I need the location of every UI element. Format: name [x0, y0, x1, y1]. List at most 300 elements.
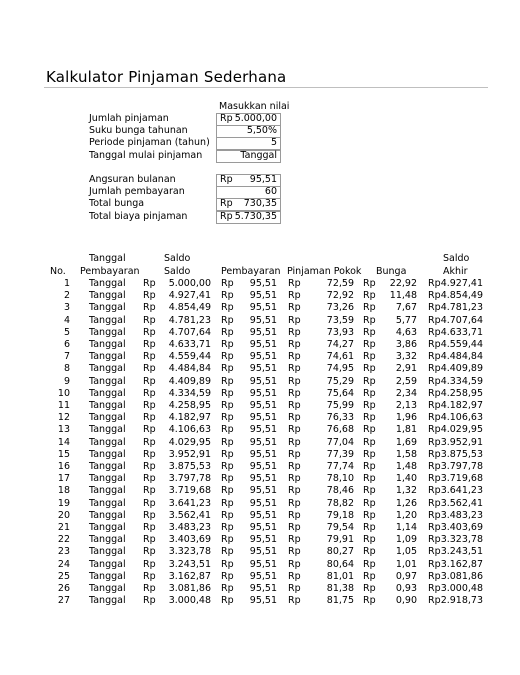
payment-amount: 95,51 [249, 473, 277, 485]
currency-label: Rp [428, 278, 441, 289]
payment-date: Tanggal [89, 424, 126, 436]
header-akhir-top: Saldo [443, 253, 470, 264]
payment-amount: 95,51 [249, 522, 277, 533]
row-number: 26 [57, 583, 70, 594]
interest-amount: 3,32 [395, 351, 417, 363]
payment-date: Tanggal [89, 436, 126, 448]
summary-label: Jumlah pembayaran [89, 186, 185, 198]
currency-label: Rp [363, 351, 376, 363]
currency-label: Rp [143, 424, 156, 436]
opening-balance: 3.952,91 [168, 448, 211, 460]
payment-amount: 95,51 [249, 412, 277, 424]
row-number: 24 [57, 558, 70, 570]
principal-amount: 75,99 [326, 400, 354, 411]
input-label: Jumlah pinjaman [89, 113, 169, 124]
principal-amount: 81,38 [326, 583, 354, 594]
opening-balance: 4.182,97 [168, 412, 211, 424]
currency-label: Rp [363, 412, 376, 424]
currency-label: Rp [288, 558, 301, 570]
row-number: 23 [57, 546, 70, 558]
interest-amount: 3,86 [395, 339, 417, 350]
closing-balance: 3.243,51 [440, 546, 483, 558]
payment-date: Tanggal [89, 595, 126, 607]
opening-balance: 3.000,48 [168, 595, 211, 607]
row-number: 17 [57, 473, 70, 485]
closing-balance: 3.403,69 [440, 522, 483, 533]
currency-label: Rp [428, 424, 441, 436]
currency-label: Rp [143, 400, 156, 411]
currency-label: Rp [428, 290, 441, 302]
currency-label: Rp [428, 570, 441, 582]
closing-balance: 4.484,84 [440, 351, 483, 363]
opening-balance: 3.081,86 [168, 583, 211, 594]
payment-date: Tanggal [89, 522, 126, 533]
input-label: Periode pinjaman (tahun) [89, 137, 210, 149]
principal-amount: 81,75 [326, 595, 354, 607]
interest-amount: 1,96 [395, 412, 417, 424]
payment-date: Tanggal [89, 570, 126, 582]
currency-label: Rp [143, 375, 156, 387]
currency-label: Rp [288, 290, 301, 302]
currency-label: Rp [363, 595, 376, 607]
principal-amount: 73,59 [326, 314, 354, 326]
payment-date: Tanggal [89, 351, 126, 363]
opening-balance: 3.641,23 [168, 497, 211, 509]
currency-label: Rp [363, 436, 376, 448]
input-value-cell[interactable] [216, 150, 281, 163]
interest-amount: 0,90 [395, 595, 417, 607]
payment-date: Tanggal [89, 546, 126, 558]
currency-label: Rp [143, 290, 156, 302]
payment-date: Tanggal [89, 400, 126, 411]
principal-amount: 73,93 [326, 326, 354, 338]
input-value: 5.000,00 [234, 113, 277, 124]
principal-amount: 77,04 [326, 436, 354, 448]
currency-label: Rp [363, 583, 376, 594]
currency-label: Rp [363, 363, 376, 375]
currency-label: Rp [428, 595, 441, 607]
currency-label: Rp [288, 534, 301, 546]
payment-amount: 95,51 [249, 448, 277, 460]
currency-label: Rp [221, 461, 234, 472]
payment-date: Tanggal [89, 363, 126, 375]
currency-label: Rp [428, 473, 441, 485]
closing-balance: 4.182,97 [440, 400, 483, 411]
opening-balance: 3.162,87 [168, 570, 211, 582]
currency-label: Rp [143, 351, 156, 363]
principal-amount: 80,27 [326, 546, 354, 558]
currency-label: Rp [363, 509, 376, 521]
currency-label: Rp [143, 339, 156, 350]
opening-balance: 5.000,00 [168, 278, 211, 289]
interest-amount: 11,48 [389, 290, 417, 302]
summary-label: Total biaya pinjaman [89, 210, 188, 222]
payment-date: Tanggal [89, 473, 126, 485]
currency-label: Rp [428, 436, 441, 448]
payment-date: Tanggal [89, 387, 126, 399]
currency-label: Rp [288, 595, 301, 607]
payment-amount: 95,51 [249, 485, 277, 497]
closing-balance: 4.258,95 [440, 387, 483, 399]
closing-balance: 4.409,89 [440, 363, 483, 375]
currency-label: Rp [143, 509, 156, 521]
currency-label: Rp [428, 412, 441, 424]
interest-amount: 1,48 [395, 461, 417, 472]
row-number: 12 [57, 412, 70, 424]
opening-balance: 4.029,95 [168, 436, 211, 448]
closing-balance: 4.854,49 [440, 290, 483, 302]
principal-amount: 75,29 [326, 375, 354, 387]
principal-amount: 78,10 [326, 473, 354, 485]
currency-label: Rp [363, 278, 376, 289]
opening-balance: 4.633,71 [168, 339, 211, 350]
input-column-header: Masukkan nilai [219, 101, 290, 112]
interest-amount: 1,40 [395, 473, 417, 485]
currency-label: Rp [363, 558, 376, 570]
opening-balance: 4.559,44 [168, 351, 211, 363]
row-number: 18 [57, 485, 70, 497]
principal-amount: 74,27 [326, 339, 354, 350]
summary-value-cell[interactable] [216, 198, 281, 211]
currency-label: Rp [428, 583, 441, 594]
interest-amount: 2,59 [395, 375, 417, 387]
input-value: 5,50% [246, 125, 277, 137]
closing-balance: 2.918,73 [440, 595, 483, 607]
currency-label: Rp [428, 375, 441, 387]
payment-date: Tanggal [89, 558, 126, 570]
currency-label: Rp [143, 473, 156, 485]
currency-label: Rp [143, 497, 156, 509]
currency-label: Rp [143, 546, 156, 558]
interest-amount: 5,77 [395, 314, 417, 326]
currency-label: Rp [143, 278, 156, 289]
closing-balance: 4.029,95 [440, 424, 483, 436]
currency-label: Rp [428, 497, 441, 509]
header-saldo-bottom: Saldo [164, 266, 191, 277]
currency-label: Rp [428, 509, 441, 521]
currency-label: Rp [428, 314, 441, 326]
opening-balance: 4.409,89 [168, 375, 211, 387]
payment-date: Tanggal [89, 302, 126, 314]
currency-label: Rp [288, 278, 301, 289]
currency-label: Rp [221, 509, 234, 521]
interest-amount: 2,91 [395, 363, 417, 375]
input-value-cell[interactable] [216, 125, 281, 138]
row-number: 27 [57, 595, 70, 607]
row-number: 20 [57, 509, 70, 521]
principal-amount: 79,18 [326, 509, 354, 521]
row-number: 2 [63, 290, 70, 302]
payment-date: Tanggal [89, 290, 126, 302]
currency-label: Rp [428, 485, 441, 497]
opening-balance: 3.719,68 [168, 485, 211, 497]
header-tanggal-top: Tanggal [89, 253, 126, 264]
principal-amount: 76,68 [326, 424, 354, 436]
currency-label: Rp [221, 485, 234, 497]
closing-balance: 4.633,71 [440, 326, 483, 338]
payment-amount: 95,51 [249, 436, 277, 448]
currency-label: Rp [363, 400, 376, 411]
opening-balance: 4.854,49 [168, 302, 211, 314]
page-title: Kalkulator Pinjaman Sederhana [46, 68, 287, 86]
row-number: 19 [57, 497, 70, 509]
currency-label: Rp [143, 558, 156, 570]
row-number: 10 [57, 387, 70, 399]
opening-balance: 4.927,41 [168, 290, 211, 302]
payment-amount: 95,51 [249, 351, 277, 363]
currency-label: Rp [363, 534, 376, 546]
opening-balance: 4.781,23 [168, 314, 211, 326]
payment-amount: 95,51 [249, 314, 277, 326]
closing-balance: 3.562,41 [440, 497, 483, 509]
currency-label: Rp [221, 558, 234, 570]
principal-amount: 74,61 [326, 351, 354, 363]
title-divider [44, 87, 488, 88]
opening-balance: 3.562,41 [168, 509, 211, 521]
currency-label: Rp [221, 546, 234, 558]
principal-amount: 73,26 [326, 302, 354, 314]
interest-amount: 2,13 [395, 400, 417, 411]
summary-label: Total bunga [89, 198, 145, 210]
payment-amount: 95,51 [249, 302, 277, 314]
payment-date: Tanggal [89, 461, 126, 472]
interest-amount: 1,01 [395, 558, 417, 570]
interest-amount: 1,20 [395, 509, 417, 521]
currency-label: Rp [363, 290, 376, 302]
currency-label: Rp [428, 302, 441, 314]
currency-label: Rp [428, 387, 441, 399]
payment-amount: 95,51 [249, 375, 277, 387]
closing-balance: 4.106,63 [440, 412, 483, 424]
payment-date: Tanggal [89, 448, 126, 460]
currency-label: Rp [221, 412, 234, 424]
principal-amount: 77,39 [326, 448, 354, 460]
row-number: 3 [63, 302, 70, 314]
closing-balance: 3.081,86 [440, 570, 483, 582]
currency-label: Rp [288, 570, 301, 582]
interest-amount: 7,67 [395, 302, 417, 314]
interest-amount: 1,58 [395, 448, 417, 460]
closing-balance: 4.559,44 [440, 339, 483, 350]
payment-date: Tanggal [89, 534, 126, 546]
currency-label: Rp [143, 302, 156, 314]
principal-amount: 80,64 [326, 558, 354, 570]
payment-amount: 95,51 [249, 497, 277, 509]
interest-amount: 1,14 [395, 522, 417, 533]
interest-amount: 0,97 [395, 570, 417, 582]
closing-balance: 3.162,87 [440, 558, 483, 570]
currency-label: Rp [221, 387, 234, 399]
currency-label: Rp [363, 570, 376, 582]
payment-amount: 95,51 [249, 595, 277, 607]
currency-label: Rp [143, 387, 156, 399]
opening-balance: 4.484,84 [168, 363, 211, 375]
input-value-cell[interactable] [216, 137, 281, 150]
currency-label: Rp [221, 595, 234, 607]
opening-balance: 3.875,53 [168, 461, 211, 472]
closing-balance: 3.641,23 [440, 485, 483, 497]
payment-amount: 95,51 [249, 558, 277, 570]
payment-amount: 95,51 [249, 278, 277, 289]
currency-label: Rp [221, 375, 234, 387]
payment-date: Tanggal [89, 326, 126, 338]
interest-amount: 2,34 [395, 387, 417, 399]
row-number: 21 [57, 522, 70, 533]
summary-value: 5.730,35 [234, 210, 277, 222]
currency-label: Rp [221, 534, 234, 546]
currency-label: Rp [428, 400, 441, 411]
principal-amount: 74,95 [326, 363, 354, 375]
summary-value-cell[interactable] [216, 174, 281, 187]
interest-amount: 1,26 [395, 497, 417, 509]
currency-label: Rp [220, 113, 233, 124]
principal-amount: 76,33 [326, 412, 354, 424]
input-value-cell[interactable] [216, 113, 281, 126]
currency-label: Rp [143, 412, 156, 424]
payment-date: Tanggal [89, 412, 126, 424]
payment-date: Tanggal [89, 314, 126, 326]
currency-label: Rp [221, 583, 234, 594]
currency-label: Rp [221, 302, 234, 314]
interest-amount: 0,93 [395, 583, 417, 594]
currency-label: Rp [143, 326, 156, 338]
opening-balance: 3.403,69 [168, 534, 211, 546]
currency-label: Rp [220, 210, 233, 222]
currency-label: Rp [363, 485, 376, 497]
closing-balance: 3.323,78 [440, 534, 483, 546]
header-pinjaman-pokok: Pinjaman Pokok [287, 266, 362, 277]
currency-label: Rp [221, 326, 234, 338]
input-value: Tanggal [240, 149, 277, 161]
currency-label: Rp [363, 326, 376, 338]
currency-label: Rp [221, 570, 234, 582]
closing-balance: 4.781,23 [440, 302, 483, 314]
input-label: Tanggal mulai pinjaman [89, 149, 203, 161]
principal-amount: 78,46 [326, 485, 354, 497]
currency-label: Rp [221, 497, 234, 509]
principal-amount: 72,92 [326, 290, 354, 302]
row-number: 15 [57, 448, 70, 460]
currency-label: Rp [221, 400, 234, 411]
row-number: 7 [63, 351, 70, 363]
payment-amount: 95,51 [249, 400, 277, 411]
currency-label: Rp [428, 339, 441, 350]
currency-label: Rp [288, 363, 301, 375]
currency-label: Rp [143, 583, 156, 594]
currency-label: Rp [143, 436, 156, 448]
closing-balance: 4.927,41 [440, 278, 483, 289]
currency-label: Rp [288, 448, 301, 460]
payment-date: Tanggal [89, 278, 126, 289]
currency-label: Rp [221, 314, 234, 326]
currency-label: Rp [288, 497, 301, 509]
interest-amount: 1,09 [395, 534, 417, 546]
principal-amount: 79,91 [326, 534, 354, 546]
summary-value-cell[interactable] [216, 186, 281, 199]
payment-amount: 95,51 [249, 387, 277, 399]
payment-amount: 95,51 [249, 363, 277, 375]
currency-label: Rp [143, 485, 156, 497]
currency-label: Rp [428, 558, 441, 570]
currency-label: Rp [428, 448, 441, 460]
currency-label: Rp [428, 546, 441, 558]
summary-label: Angsuran bulanan [89, 174, 176, 185]
currency-label: Rp [363, 387, 376, 399]
currency-label: Rp [363, 522, 376, 533]
row-number: 16 [57, 461, 70, 472]
payment-amount: 95,51 [249, 424, 277, 436]
currency-label: Rp [288, 375, 301, 387]
interest-amount: 1,32 [395, 485, 417, 497]
principal-amount: 75,64 [326, 387, 354, 399]
payment-date: Tanggal [89, 375, 126, 387]
payment-date: Tanggal [89, 497, 126, 509]
summary-value-cell[interactable] [216, 211, 281, 224]
currency-label: Rp [221, 424, 234, 436]
currency-label: Rp [363, 375, 376, 387]
currency-label: Rp [288, 583, 301, 594]
header-saldo-top: Saldo [164, 253, 191, 264]
principal-amount: 77,74 [326, 461, 354, 472]
header-tanggal-bottom: Pembayaran [80, 266, 140, 277]
currency-label: Rp [288, 412, 301, 424]
currency-label: Rp [428, 534, 441, 546]
currency-label: Rp [428, 363, 441, 375]
currency-label: Rp [288, 339, 301, 350]
payment-amount: 95,51 [249, 461, 277, 472]
currency-label: Rp [363, 339, 376, 350]
currency-label: Rp [143, 570, 156, 582]
currency-label: Rp [363, 497, 376, 509]
closing-balance: 3.000,48 [440, 583, 483, 594]
payment-date: Tanggal [89, 339, 126, 350]
row-number: 14 [57, 436, 70, 448]
currency-label: Rp [288, 546, 301, 558]
header-pembayaran: Pembayaran [221, 266, 281, 277]
closing-balance: 3.797,78 [440, 461, 483, 472]
opening-balance: 3.797,78 [168, 473, 211, 485]
row-number: 22 [57, 534, 70, 546]
currency-label: Rp [363, 314, 376, 326]
summary-value: 730,35 [243, 198, 277, 210]
closing-balance: 3.952,91 [440, 436, 483, 448]
currency-label: Rp [288, 302, 301, 314]
currency-label: Rp [288, 461, 301, 472]
currency-label: Rp [221, 290, 234, 302]
currency-label: Rp [363, 448, 376, 460]
payment-amount: 95,51 [249, 326, 277, 338]
currency-label: Rp [221, 351, 234, 363]
opening-balance: 3.483,23 [168, 522, 211, 533]
payment-date: Tanggal [89, 509, 126, 521]
row-number: 1 [63, 278, 70, 289]
opening-balance: 4.334,59 [168, 387, 211, 399]
currency-label: Rp [288, 326, 301, 338]
currency-label: Rp [288, 509, 301, 521]
summary-value: 95,51 [249, 174, 277, 185]
currency-label: Rp [288, 314, 301, 326]
currency-label: Rp [143, 534, 156, 546]
interest-amount: 1,69 [395, 436, 417, 448]
header-no: No. [50, 266, 66, 277]
currency-label: Rp [221, 522, 234, 533]
closing-balance: 3.719,68 [440, 473, 483, 485]
currency-label: Rp [363, 302, 376, 314]
currency-label: Rp [221, 473, 234, 485]
opening-balance: 4.707,64 [168, 326, 211, 338]
currency-label: Rp [221, 363, 234, 375]
payment-date: Tanggal [89, 583, 126, 594]
